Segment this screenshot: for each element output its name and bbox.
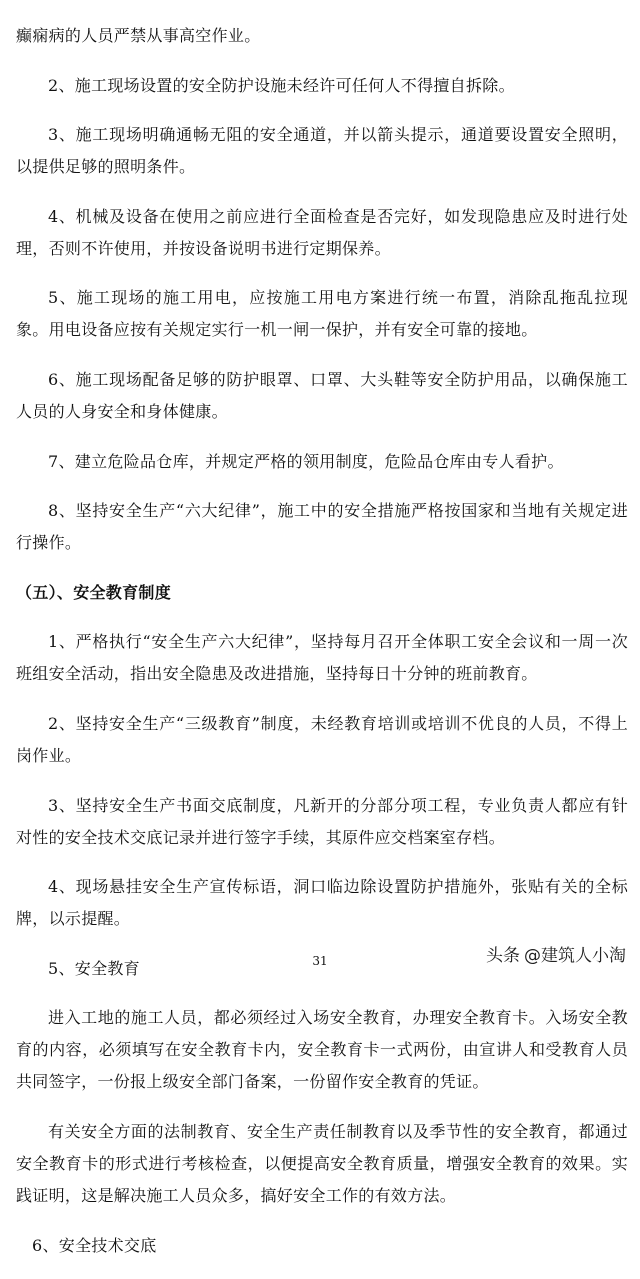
watermark-account: @建筑人小淘 [524,946,626,966]
education-item-4: 4、现场悬挂安全生产宣传标语，洞口临边除设置防护措施外，张贴有关的全标牌，以示提醒。 [16,877,628,929]
paragraph-epilepsy-rule: 癫痫病的人员严禁从事高空作业。 [16,26,261,45]
page-number: 31 [312,954,328,968]
list-item-3: 3、施工现场明确通畅无阻的安全通道，并以箭头提示，通道要设置安全照明，以提供足够的照明条件。 [16,125,628,177]
watermark [486,944,626,968]
list-item-7: 7、建立危险品仓库，并规定严格的领用制度，危险品仓库由专人看护。 [48,451,564,471]
list-item-8: 8、坚持安全生产“六大纪律”，施工中的安全措施严格按国家和当地有关规定进行操作。 [16,501,628,553]
education-item-6-heading: 6、安全技术交底 [32,1235,157,1255]
section-heading-safety-education: （五）、安全教育制度 [16,582,172,602]
paragraph-entry-education: 进入工地的施工人员，都必须经过入场安全教育，办理安全教育卡。入场安全教育的内容，必须填写在安全教育卡内，安全教育卡一式两份，由宣讲人和受教育人员共同签字，一份报上级安全部门备案，一份留作安全教育的凭证。 [16,1008,628,1092]
watermark-brand: 头条 [486,946,520,966]
paragraph-legal-education: 有关安全方面的法制教育、安全生产责任制教育以及季节性的安全教育，都通过安全教育卡的形式进行考核检查，以便提高安全教育质量，增强安全教育的效果。实践证明，这是解决施工人员众多，搞好安全工作的有效方法。 [16,1121,628,1205]
education-item-1: 1、严格执行“安全生产六大纪律”，坚持每月召开全体职工安全会议和一周一次班组安全活动，指出安全隐患及改进措施，坚持每日十分钟的班前教育。 [16,632,628,684]
list-item-6: 6、施工现场配备足够的防护眼罩、口罩、大头鞋等安全防护用品，以确保施工人员的人身安全和身体健康。 [16,369,628,421]
document-body [16,20,628,1279]
education-item-3: 3、坚持安全生产书面交底制度，凡新开的分部分项工程，专业负责人都应有针对性的安全技术交底记录并进行签字手续，其原件应交档案室存档。 [16,795,628,847]
list-item-2: 2、施工现场设置的安全防护设施未经许可任何人不得擅自拆除。 [48,75,515,95]
education-item-2: 2、坚持安全生产“三级教育”制度，未经教育培训或培训不优良的人员，不得上岗作业。 [16,713,628,765]
list-item-4: 4、机械及设备在使用之前应进行全面检查是否完好，如发现隐患应及时进行处理，否则不许使用，并按设备说明书进行定期保养。 [16,206,628,258]
list-item-5: 5、施工现场的施工用电，应按施工用电方案进行统一布置，消除乱拖乱拉现象。用电设备应按有关规定实行一机一闸一保护，并有安全可靠的接地。 [16,288,628,340]
education-item-5-heading: 5、安全教育 [48,958,140,978]
